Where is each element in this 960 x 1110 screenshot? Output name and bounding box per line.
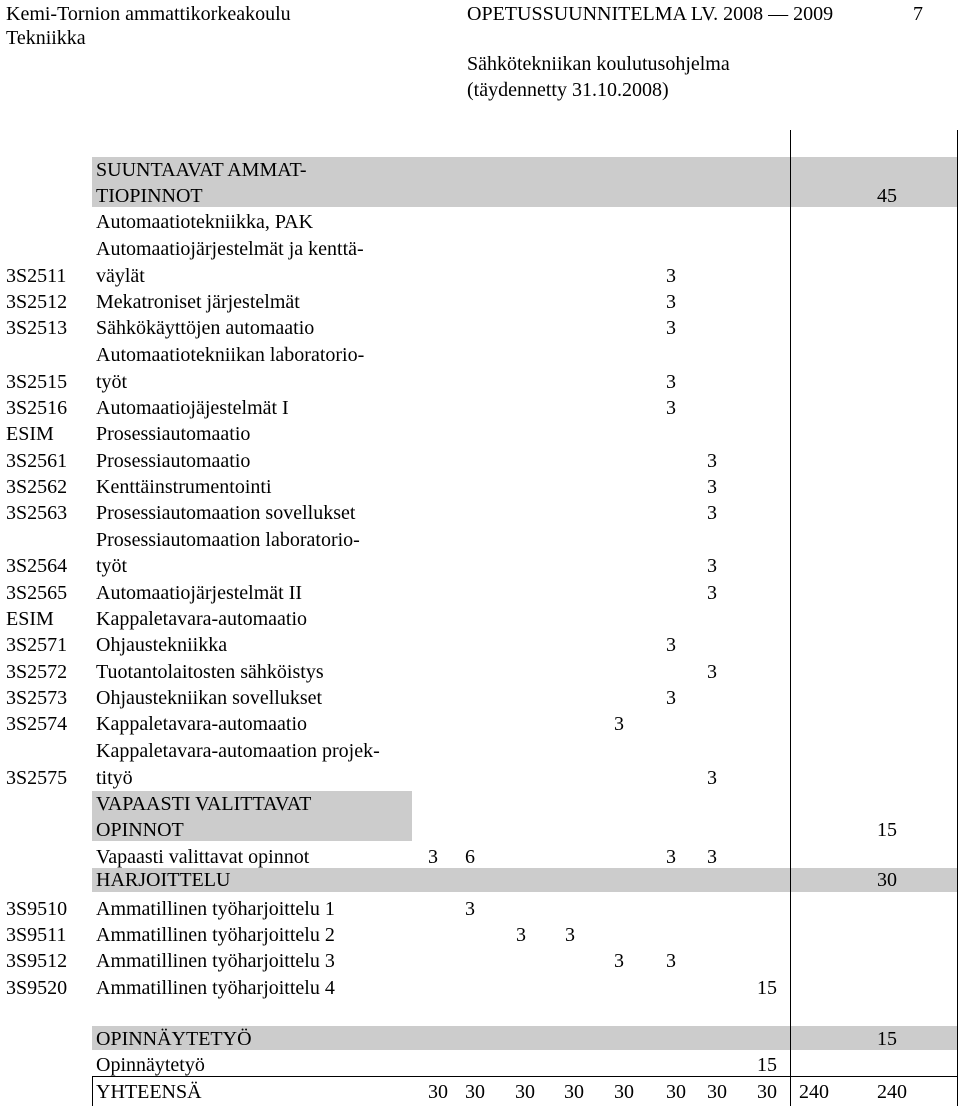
credit-value: 3 xyxy=(666,265,676,287)
revision-note: (täydennetty 31.10.2008) xyxy=(467,79,669,101)
total-value: 30 xyxy=(465,1081,485,1103)
course-name: Prosessiautomaation laboratorio- xyxy=(96,529,360,551)
credit-value: 3 xyxy=(666,634,676,656)
course-code: 3S2512 xyxy=(6,291,68,313)
institution-name: Kemi-Tornion ammattikorkeakoulu xyxy=(6,3,291,25)
credit-value: 3 xyxy=(707,767,717,789)
credit-value: 3 xyxy=(666,687,676,709)
credit-value: 3 xyxy=(565,924,575,946)
group-title: Automaatiotekniikka, PAK xyxy=(96,211,314,233)
course-name: Kenttäinstrumentointi xyxy=(96,476,272,498)
total-value: 30 xyxy=(428,1081,448,1103)
section-title: OPINNOT xyxy=(96,819,184,841)
credit-value: 15 xyxy=(757,1054,777,1076)
table-right-border xyxy=(957,130,958,1106)
total-value: 30 xyxy=(707,1081,727,1103)
course-code: 3S2561 xyxy=(6,450,68,472)
total-value: 30 xyxy=(515,1081,535,1103)
course-code: 3S2516 xyxy=(6,397,68,419)
course-name: Ohjaustekniikka xyxy=(96,634,228,656)
credit-value: 3 xyxy=(614,950,624,972)
course-code: 3S2574 xyxy=(6,713,68,735)
course-code: 3S2575 xyxy=(6,767,68,789)
course-name: Automaatiojäjestelmät I xyxy=(96,397,289,419)
course-name: Prosessiautomaation sovellukset xyxy=(96,502,356,524)
credit-value: 3 xyxy=(707,661,717,683)
course-code: 3S9520 xyxy=(6,977,68,999)
course-code: 3S2572 xyxy=(6,661,68,683)
course-name: Tuotantolaitosten sähköistys xyxy=(96,661,324,683)
faculty-name: Tekniikka xyxy=(6,27,86,49)
credit-value: 3 xyxy=(666,950,676,972)
group-code: ESIM xyxy=(6,608,54,630)
course-code: 3S2564 xyxy=(6,555,68,577)
credit-value: 3 xyxy=(707,502,717,524)
course-name: tityö xyxy=(96,767,133,789)
total-sum: 240 xyxy=(799,1081,829,1103)
total-value: 30 xyxy=(564,1081,584,1103)
course-code: 3S2513 xyxy=(6,317,68,339)
credit-value: 3 xyxy=(666,291,676,313)
section-title: TIOPINNOT xyxy=(96,185,203,207)
credit-value: 3 xyxy=(465,898,475,920)
total-value: 30 xyxy=(666,1081,686,1103)
credit-value: 3 xyxy=(666,371,676,393)
course-name: Automaatiotekniikan laboratorio- xyxy=(96,344,365,366)
credit-value: 3 xyxy=(707,846,717,868)
total-label: YHTEENSÄ xyxy=(96,1081,202,1103)
credit-value: 3 xyxy=(666,317,676,339)
credit-value: 3 xyxy=(707,555,717,577)
credit-value: 3 xyxy=(428,846,438,868)
course-code: 3S9512 xyxy=(6,950,68,972)
course-name: Ammatillinen työharjoittelu 3 xyxy=(96,950,335,972)
programme-name: Sähkötekniikan koulutusohjelma xyxy=(467,53,730,75)
credit-value: 3 xyxy=(707,450,717,472)
course-code: 3S2565 xyxy=(6,582,68,604)
group-code: ESIM xyxy=(6,423,54,445)
section-total: 15 xyxy=(877,1028,897,1050)
page-number: 7 xyxy=(913,3,923,25)
course-code: 3S2515 xyxy=(6,371,68,393)
course-code: 3S2563 xyxy=(6,502,68,524)
credit-value: 3 xyxy=(614,713,624,735)
course-name: Kappaletavara-automaation projek- xyxy=(96,740,380,762)
credit-value: 15 xyxy=(757,977,777,999)
course-name: Kappaletavara-automaatio xyxy=(96,713,307,735)
credit-value: 3 xyxy=(707,476,717,498)
course-name: Automaatiojärjestelmät II xyxy=(96,582,303,604)
course-name: työt xyxy=(96,555,128,577)
section-total: 30 xyxy=(877,869,897,891)
section-total: 15 xyxy=(877,819,897,841)
group-title: Kappaletavara-automaatio xyxy=(96,608,307,630)
credit-value: 3 xyxy=(707,582,717,604)
credit-value: 3 xyxy=(516,924,526,946)
section-total: 45 xyxy=(877,185,897,207)
credit-value: 3 xyxy=(666,846,676,868)
course-name: Automaatiojärjestelmät ja kenttä- xyxy=(96,238,364,260)
section-title: VAPAASTI VALITTAVAT xyxy=(96,793,312,815)
section-title: SUUNTAAVAT AMMAT- xyxy=(96,159,307,181)
course-code: 3S2562 xyxy=(6,476,68,498)
section-title: OPINNÄYTETYÖ xyxy=(96,1028,252,1050)
course-name: Vapaasti valittavat opinnot xyxy=(96,846,310,868)
total-value: 30 xyxy=(614,1081,634,1103)
course-name: Ammatillinen työharjoittelu 1 xyxy=(96,898,335,920)
document-title: OPETUSSUUNNITELMA LV. 2008 — 2009 xyxy=(467,3,834,25)
course-name: Ammatillinen työharjoittelu 4 xyxy=(96,977,335,999)
column-divider xyxy=(790,130,791,1106)
table-divider xyxy=(92,1076,93,1106)
course-name: Ammatillinen työharjoittelu 2 xyxy=(96,924,335,946)
course-code: 3S9511 xyxy=(6,924,67,946)
total-row-rule xyxy=(92,1076,958,1077)
course-name: Mekatroniset järjestelmät xyxy=(96,291,300,313)
course-code: 3S2511 xyxy=(6,265,67,287)
credit-value: 6 xyxy=(465,846,475,868)
course-code: 3S2571 xyxy=(6,634,68,656)
course-code: 3S9510 xyxy=(6,898,68,920)
course-name: Sähkökäyttöjen automaatio xyxy=(96,317,315,339)
course-name: Ohjaustekniikan sovellukset xyxy=(96,687,323,709)
course-name: Opinnäytetyö xyxy=(96,1054,205,1076)
course-name: väylät xyxy=(96,265,145,287)
course-code: 3S2573 xyxy=(6,687,68,709)
course-name: Prosessiautomaatio xyxy=(96,450,251,472)
credit-value: 3 xyxy=(666,397,676,419)
total-value: 30 xyxy=(757,1081,777,1103)
group-title: Prosessiautomaatio xyxy=(96,423,251,445)
course-name: työt xyxy=(96,371,128,393)
grand-total: 240 xyxy=(877,1081,907,1103)
section-title: HARJOITTELU xyxy=(96,869,231,891)
